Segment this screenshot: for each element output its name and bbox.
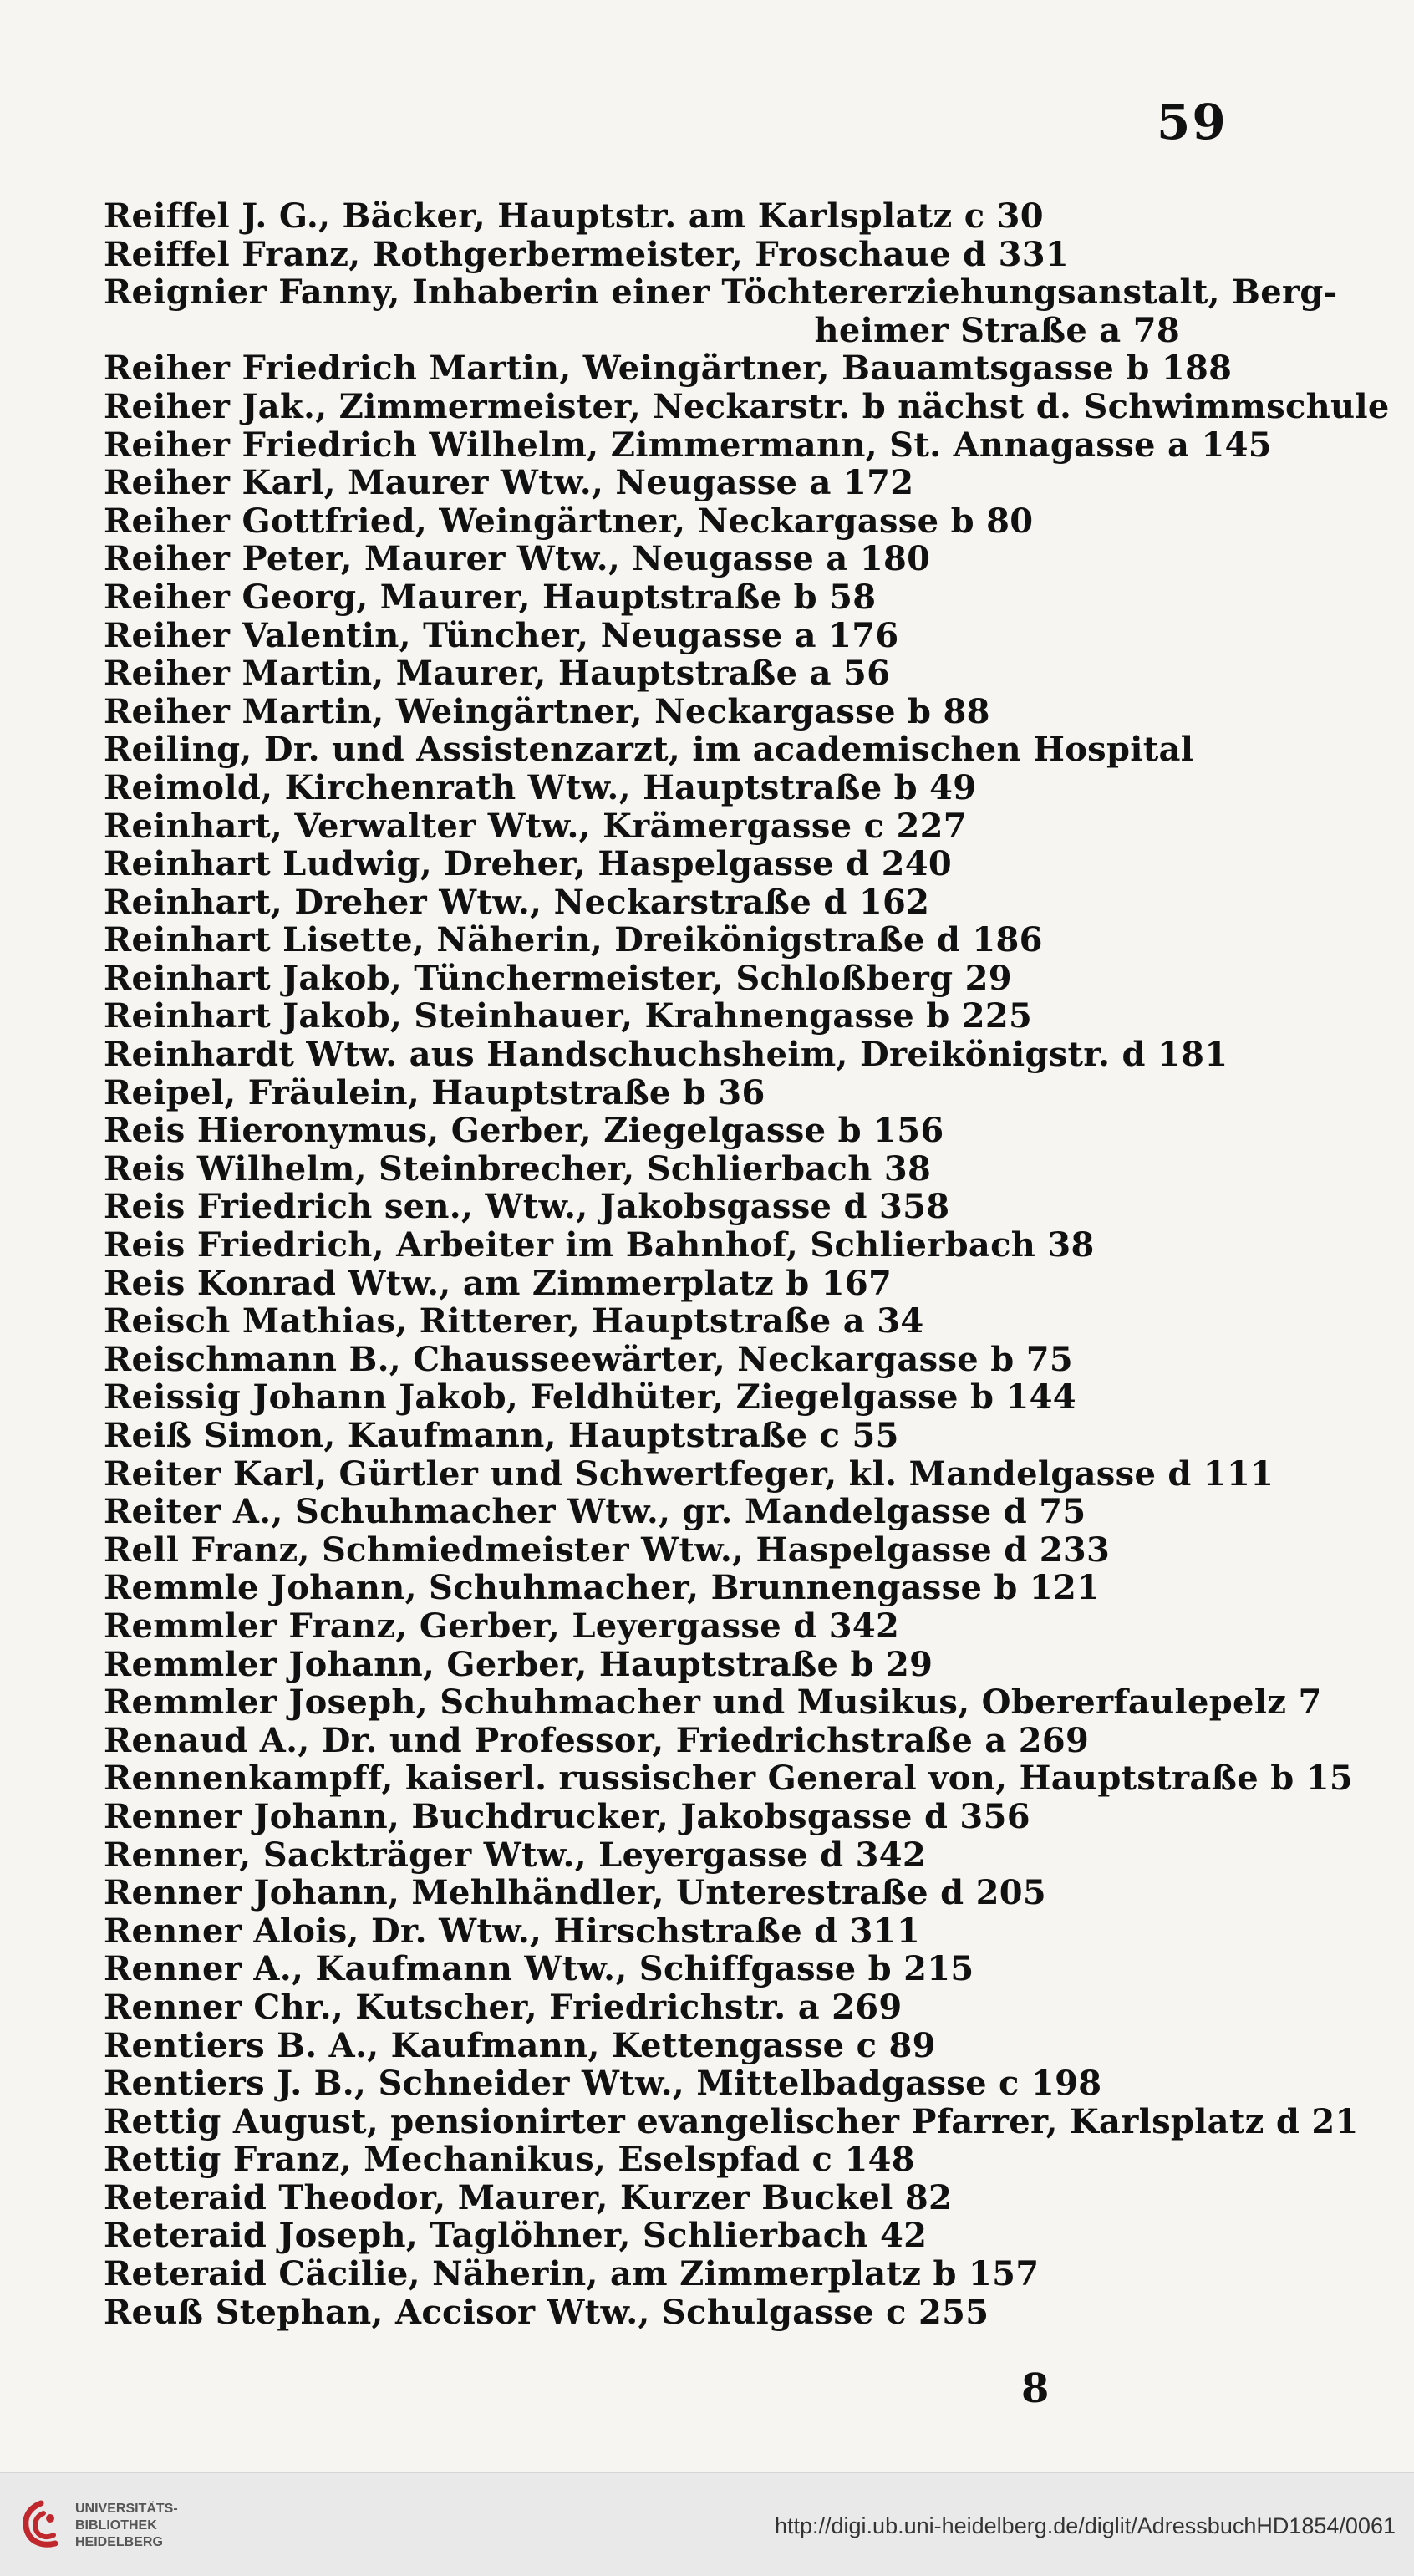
directory-entry-continuation: heimer Straße a 78 (814, 310, 1180, 350)
footer-bar (0, 2472, 1414, 2576)
directory-entry: Rennenkampff, kaiserl. russischer General von, Hauptstraße b 15 (104, 1759, 1353, 1799)
directory-entry: Renner, Sackträger Wtw., Leyergasse d 342 (104, 1835, 926, 1875)
directory-entry: Reinhart Jakob, Tünchermeister, Schloßberg 29 (104, 958, 1012, 998)
directory-entry: Remmler Johann, Gerber, Hauptstraße b 29 (104, 1644, 933, 1684)
directory-entry: Reisch Mathias, Ritterer, Hauptstraße a 34 (104, 1301, 924, 1341)
directory-entry: Reiher Georg, Maurer, Hauptstraße b 58 (104, 577, 877, 617)
directory-entry: Reiter A., Schuhmacher Wtw., gr. Mandelgasse d 75 (104, 1492, 1086, 1532)
directory-entry: Remmle Johann, Schuhmacher, Brunnengasse b 121 (104, 1568, 1101, 1608)
directory-entry: Reimold, Kirchenrath Wtw., Hauptstraße b 49 (104, 767, 977, 807)
directory-entry: Reiher Martin, Maurer, Hauptstraße a 56 (104, 654, 891, 694)
directory-entry: Reis Wilhelm, Steinbrecher, Schlierbach 38 (104, 1148, 932, 1189)
library-name-line: BIBLIOTHEK (75, 2518, 157, 2533)
directory-entry: Rell Franz, Schmiedmeister Wtw., Haspelgasse d 233 (104, 1530, 1111, 1570)
directory-entry: Reignier Fanny, Inhaberin einer Töchtererziehungsanstalt, Berg- (104, 272, 1338, 313)
directory-entry: Reiter Karl, Gürtler und Schwertfeger, kl. Mandelgasse d 111 (104, 1453, 1274, 1494)
directory-entry: Reis Konrad Wtw., am Zimmerplatz b 167 (104, 1263, 893, 1303)
directory-entry: Rettig Franz, Mechanikus, Eselspfad c 148 (104, 2140, 915, 2180)
directory-entry: Reiß Simon, Kaufmann, Hauptstraße c 55 (104, 1416, 899, 1455)
library-name-line: UNIVERSITÄTS- (75, 2502, 178, 2516)
directory-entry: Renner Chr., Kutscher, Friedrichstr. a 269 (104, 1987, 903, 2027)
directory-entry: Reuß Stephan, Accisor Wtw., Schulgasse c 255 (104, 2292, 989, 2332)
directory-entry: Reiling, Dr. und Assistenzarzt, im academischen Hospital (104, 730, 1194, 770)
directory-entry: Renner Johann, Mehlhändler, Unterestraße d 205 (104, 1873, 1046, 1913)
directory-entry: Reiffel J. G., Bäcker, Hauptstr. am Karlsplatz c 30 (104, 196, 1044, 236)
directory-entry: Rentiers B. A., Kaufmann, Kettengasse c 89 (104, 2025, 936, 2065)
directory-entry: Reis Friedrich, Arbeiter im Bahnhof, Schlierbach 38 (104, 1225, 1095, 1265)
directory-entry: Reiher Peter, Maurer Wtw., Neugasse a 180 (104, 539, 931, 579)
directory-entry: Reischmann B., Chausseewärter, Neckargasse b 75 (104, 1339, 1074, 1379)
source-url-link[interactable]: http://digi.ub.uni-heidelberg.de/diglit/AdressbuchHD1854/0061 (774, 2513, 1396, 2538)
page-number: 59 (1157, 94, 1228, 150)
directory-entry: Reinhart, Verwalter Wtw., Krämergasse c 227 (104, 806, 967, 846)
directory-entry: Rentiers J. B., Schneider Wtw., Mittelbadgasse c 198 (104, 2064, 1102, 2104)
library-name (75, 2501, 178, 2551)
directory-entry: Renner Alois, Dr. Wtw., Hirschstraße d 311 (104, 1911, 921, 1951)
directory-entry: Reinhart, Dreher Wtw., Neckarstraße d 162 (104, 882, 930, 922)
directory-entry: Reteraid Cäcilie, Näherin, am Zimmerplatz b 157 (104, 2254, 1040, 2294)
directory-entry: Reteraid Theodor, Maurer, Kurzer Buckel 82 (104, 2177, 953, 2217)
directory-entry: Renner Johann, Buchdrucker, Jakobsgasse d 356 (104, 1796, 1030, 1836)
directory-entry: Reinhardt Wtw. aus Handschuchsheim, Dreikönigstr. d 181 (104, 1035, 1228, 1075)
directory-entry: Reinhart Ludwig, Dreher, Haspelgasse d 240 (104, 844, 952, 884)
directory-entry: Reiher Jak., Zimmermeister, Neckarstr. b nächst d. Schwimmschule (104, 386, 1390, 426)
directory-entry: Reiher Karl, Maurer Wtw., Neugasse a 172 (104, 463, 914, 503)
directory-entry: Reinhart Jakob, Steinhauer, Krahnengasse b 225 (104, 996, 1033, 1036)
directory-entry: Reiffel Franz, Rothgerbermeister, Froschaue d 331 (104, 234, 1069, 274)
signature-mark: 8 (1021, 2365, 1050, 2412)
directory-entry: Remmler Franz, Gerber, Leyergasse d 342 (104, 1606, 900, 1646)
directory-entry: Reteraid Joseph, Taglöhner, Schlierbach 42 (104, 2216, 928, 2256)
directory-entries (104, 196, 1390, 2332)
directory-entry: Remmler Joseph, Schuhmacher und Musikus, Obererfaulepelz 7 (104, 1683, 1322, 1723)
directory-entry: Reissig Johann Jakob, Feldhüter, Ziegelgasse b 144 (104, 1377, 1076, 1418)
directory-entry: Renaud A., Dr. und Professor, Friedrichstraße a 269 (104, 1720, 1090, 1760)
directory-entry: Rettig August, pensionirter evangelischer Pfarrer, Karlsplatz d 21 (104, 2101, 1359, 2141)
directory-entry: Reis Hieronymus, Gerber, Ziegelgasse b 156 (104, 1111, 944, 1151)
directory-entry: Reiher Valentin, Tüncher, Neugasse a 176 (104, 615, 899, 655)
directory-entry: Reiher Friedrich Wilhelm, Zimmermann, St. Annagasse a 145 (104, 425, 1272, 465)
directory-entry: Reiher Martin, Weingärtner, Neckargasse b 88 (104, 691, 990, 731)
directory-entry: Renner A., Kaufmann Wtw., Schiffgasse b 215 (104, 1949, 974, 1989)
library-name-line: HEIDELBERG (75, 2535, 163, 2549)
directory-entry: Reipel, Fräulein, Hauptstraße b 36 (104, 1072, 765, 1112)
directory-entry: Reinhart Lisette, Näherin, Dreikönigstraße d 186 (104, 920, 1043, 960)
library-logo-icon (18, 2500, 64, 2550)
directory-entry: Reiher Gottfried, Weingärtner, Neckargasse b 80 (104, 501, 1034, 541)
directory-entry: Reiher Friedrich Martin, Weingärtner, Bauamtsgasse b 188 (104, 349, 1233, 389)
directory-entry: Reis Friedrich sen., Wtw., Jakobsgasse d 358 (104, 1187, 950, 1227)
